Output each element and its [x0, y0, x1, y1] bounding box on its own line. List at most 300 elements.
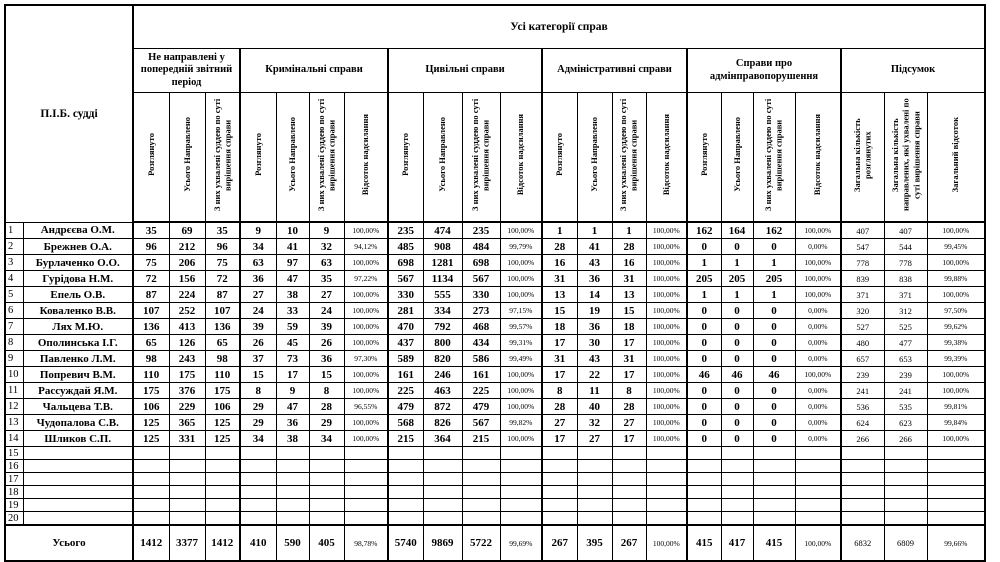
- judge-name-cell: Попревич В.М.: [23, 367, 133, 383]
- percent-cell: 100,00%: [927, 431, 985, 447]
- value-cell: 37: [240, 351, 276, 367]
- percent-cell: [344, 512, 388, 526]
- value-cell: [423, 447, 462, 460]
- value-cell: [753, 499, 795, 512]
- table-row: [5, 351, 985, 367]
- value-cell: 106: [133, 399, 169, 415]
- judge-name-cell: Епель О.В.: [23, 287, 133, 303]
- value-cell: 22: [577, 367, 612, 383]
- value-cell: [423, 473, 462, 486]
- percent-cell: 100,00%: [646, 431, 687, 447]
- value-cell: [753, 447, 795, 460]
- row-number-cell: 8: [5, 335, 23, 351]
- value-cell: 1: [687, 255, 721, 271]
- group-header: Справи про адмінправопорушення: [687, 49, 841, 93]
- table-row: [5, 383, 985, 399]
- value-cell: 246: [423, 367, 462, 383]
- column-header-label: Відсоток надсилання: [812, 113, 823, 196]
- value-cell: 0: [721, 335, 753, 351]
- value-cell: [462, 460, 500, 473]
- percent-cell: [500, 486, 542, 499]
- row-number-cell: 12: [5, 399, 23, 415]
- value-cell: 17: [542, 367, 577, 383]
- value-cell: 225: [388, 383, 423, 399]
- value-cell: [753, 486, 795, 499]
- value-cell: 479: [462, 399, 500, 415]
- percent-cell: [646, 486, 687, 499]
- column-header: [205, 93, 240, 223]
- value-cell: [276, 460, 309, 473]
- value-cell: 334: [423, 303, 462, 319]
- row-number-cell: 9: [5, 351, 23, 367]
- percent-cell: [500, 473, 542, 486]
- percent-cell: 100,00%: [646, 239, 687, 255]
- row-number-cell: 4: [5, 271, 23, 287]
- group-header: Адміністративні справи: [542, 49, 687, 93]
- value-cell: 0: [753, 431, 795, 447]
- column-header-label: Розглянуто: [145, 133, 156, 176]
- table-row: [5, 303, 985, 319]
- value-cell: 330: [462, 287, 500, 303]
- value-cell: 32: [309, 239, 344, 255]
- value-cell: [276, 512, 309, 526]
- value-cell: 36: [577, 271, 612, 287]
- value-cell: 908: [423, 239, 462, 255]
- value-cell: 225: [462, 383, 500, 399]
- value-cell: [169, 460, 205, 473]
- percent-cell: 100,00%: [344, 319, 388, 335]
- value-cell: [388, 447, 423, 460]
- value-cell: 331: [169, 431, 205, 447]
- value-cell: 1: [687, 287, 721, 303]
- value-cell: [542, 447, 577, 460]
- value-cell: 330: [388, 287, 423, 303]
- percent-cell: 100,00%: [646, 319, 687, 335]
- percent-cell: 100,00%: [927, 222, 985, 239]
- value-cell: 34: [309, 431, 344, 447]
- value-cell: 205: [721, 271, 753, 287]
- value-cell: 243: [169, 351, 205, 367]
- value-cell: 205: [753, 271, 795, 287]
- percent-cell: 99,39%: [927, 351, 985, 367]
- value-cell: 43: [577, 351, 612, 367]
- empty-row: [5, 499, 985, 512]
- value-cell: [240, 486, 276, 499]
- percent-cell: 98,78%: [344, 525, 388, 561]
- value-cell: 0: [687, 399, 721, 415]
- value-cell: 36: [240, 271, 276, 287]
- value-cell: 0: [687, 431, 721, 447]
- percent-cell: [927, 512, 985, 526]
- column-header-label: Усього Направлено: [181, 117, 192, 192]
- percent-cell: 100,00%: [344, 222, 388, 239]
- percent-cell: 100,00%: [500, 222, 542, 239]
- value-cell: [841, 499, 884, 512]
- group-header: Не направлені у попередній звітний період: [133, 49, 240, 93]
- percent-cell: 100,00%: [344, 415, 388, 431]
- percent-cell: 100,00%: [927, 367, 985, 383]
- value-cell: [240, 460, 276, 473]
- percent-cell: 100,00%: [344, 335, 388, 351]
- column-header-label: Усього Направлено: [731, 117, 742, 192]
- percent-cell: [500, 460, 542, 473]
- value-cell: 35: [133, 222, 169, 239]
- percent-cell: [795, 512, 841, 526]
- percent-cell: [344, 447, 388, 460]
- percent-cell: [927, 460, 985, 473]
- value-cell: 235: [462, 222, 500, 239]
- judge-name-cell: Шликов С.П.: [23, 431, 133, 447]
- column-header: [133, 93, 169, 223]
- percent-cell: 96,55%: [344, 399, 388, 415]
- table-row: [5, 222, 985, 239]
- value-cell: [612, 512, 646, 526]
- percent-cell: 0,00%: [795, 415, 841, 431]
- value-cell: 485: [388, 239, 423, 255]
- value-cell: 24: [309, 303, 344, 319]
- value-cell: 31: [542, 271, 577, 287]
- value-cell: 778: [884, 255, 927, 271]
- percent-cell: [344, 460, 388, 473]
- value-cell: 567: [462, 271, 500, 287]
- percent-cell: [344, 486, 388, 499]
- value-cell: 13: [542, 287, 577, 303]
- percent-cell: [344, 473, 388, 486]
- value-cell: 484: [462, 239, 500, 255]
- percent-cell: [344, 499, 388, 512]
- value-cell: 589: [388, 351, 423, 367]
- row-number-cell: 15: [5, 447, 23, 460]
- value-cell: 224: [169, 287, 205, 303]
- value-cell: [423, 460, 462, 473]
- value-cell: 698: [388, 255, 423, 271]
- value-cell: 266: [884, 431, 927, 447]
- percent-cell: 99,57%: [500, 319, 542, 335]
- judge-name-cell: Андрєєва О.М.: [23, 222, 133, 239]
- value-cell: 434: [462, 335, 500, 351]
- value-cell: [687, 512, 721, 526]
- value-cell: 13: [612, 287, 646, 303]
- column-header-label: Відсоток надсилання: [515, 113, 526, 196]
- value-cell: 73: [276, 351, 309, 367]
- value-cell: 838: [884, 271, 927, 287]
- judges-report-table: [4, 4, 986, 562]
- value-cell: [133, 473, 169, 486]
- percent-cell: 99,38%: [927, 335, 985, 351]
- percent-cell: 100,00%: [500, 287, 542, 303]
- value-cell: 0: [687, 383, 721, 399]
- value-cell: 27: [542, 415, 577, 431]
- value-cell: 17: [612, 335, 646, 351]
- value-cell: 536: [841, 399, 884, 415]
- percent-cell: 100,00%: [344, 383, 388, 399]
- value-cell: 29: [309, 415, 344, 431]
- value-cell: 0: [687, 335, 721, 351]
- value-cell: 16: [542, 255, 577, 271]
- column-header: [687, 93, 721, 223]
- value-cell: [841, 460, 884, 473]
- value-cell: 820: [423, 351, 462, 367]
- percent-cell: [927, 473, 985, 486]
- value-cell: 1: [753, 287, 795, 303]
- judge-name-cell: Чальцева Т.В.: [23, 399, 133, 415]
- value-cell: [462, 473, 500, 486]
- percent-cell: 100,00%: [646, 287, 687, 303]
- value-cell: 175: [169, 367, 205, 383]
- value-cell: [169, 473, 205, 486]
- column-header: [309, 93, 344, 223]
- value-cell: 38: [276, 431, 309, 447]
- value-cell: 9: [276, 383, 309, 399]
- percent-cell: 97,50%: [927, 303, 985, 319]
- empty-row: [5, 512, 985, 526]
- empty-row: [5, 447, 985, 460]
- value-cell: 415: [753, 525, 795, 561]
- table-row: [5, 367, 985, 383]
- percent-cell: [795, 499, 841, 512]
- percent-cell: [646, 460, 687, 473]
- value-cell: 161: [462, 367, 500, 383]
- row-number-cell: 18: [5, 486, 23, 499]
- value-cell: 0: [721, 319, 753, 335]
- value-cell: 0: [687, 415, 721, 431]
- percent-cell: 0,00%: [795, 431, 841, 447]
- percent-cell: 97,30%: [344, 351, 388, 367]
- value-cell: 16: [612, 255, 646, 271]
- value-cell: [205, 512, 240, 526]
- value-cell: [753, 473, 795, 486]
- percent-cell: 100,00%: [344, 367, 388, 383]
- percent-cell: 99,79%: [500, 239, 542, 255]
- row-number-cell: 20: [5, 512, 23, 526]
- value-cell: 5740: [388, 525, 423, 561]
- table-row: [5, 319, 985, 335]
- value-cell: 161: [388, 367, 423, 383]
- value-cell: 9: [309, 222, 344, 239]
- column-header: [240, 93, 276, 223]
- value-cell: [309, 512, 344, 526]
- column-header: [721, 93, 753, 223]
- percent-cell: 100,00%: [344, 287, 388, 303]
- column-header-label: Розглянуто: [554, 133, 565, 176]
- value-cell: 1: [721, 255, 753, 271]
- value-cell: [133, 499, 169, 512]
- column-header: [500, 93, 542, 223]
- percent-cell: [927, 499, 985, 512]
- percent-cell: [795, 486, 841, 499]
- table-row: [5, 399, 985, 415]
- value-cell: 31: [542, 351, 577, 367]
- value-cell: 46: [721, 367, 753, 383]
- value-cell: [841, 447, 884, 460]
- value-cell: 87: [133, 287, 169, 303]
- value-cell: [884, 460, 927, 473]
- value-cell: 175: [133, 383, 169, 399]
- all-categories-header: Усі категорії справ: [133, 5, 985, 49]
- value-cell: 26: [309, 335, 344, 351]
- value-cell: 371: [841, 287, 884, 303]
- value-cell: 0: [721, 351, 753, 367]
- value-cell: 8: [542, 383, 577, 399]
- value-cell: 241: [841, 383, 884, 399]
- judge-name-cell: Ополинська І.Г.: [23, 335, 133, 351]
- column-header-label: Загальна кількість розглянутих: [852, 117, 873, 192]
- value-cell: [721, 512, 753, 526]
- value-cell: 36: [309, 351, 344, 367]
- value-cell: [884, 447, 927, 460]
- value-cell: [577, 512, 612, 526]
- value-cell: [309, 447, 344, 460]
- value-cell: 252: [169, 303, 205, 319]
- row-number-cell: 19: [5, 499, 23, 512]
- value-cell: [462, 512, 500, 526]
- percent-cell: 99,69%: [500, 525, 542, 561]
- value-cell: [542, 473, 577, 486]
- value-cell: 235: [388, 222, 423, 239]
- value-cell: [841, 486, 884, 499]
- percent-cell: 99,84%: [927, 415, 985, 431]
- row-number-cell: 2: [5, 239, 23, 255]
- judge-name-cell: Брежнев О.А.: [23, 239, 133, 255]
- value-cell: 47: [276, 399, 309, 415]
- percent-cell: 100,00%: [795, 255, 841, 271]
- group-header: Цивільні справи: [388, 49, 542, 93]
- value-cell: [577, 499, 612, 512]
- value-cell: 125: [133, 431, 169, 447]
- value-cell: 41: [577, 239, 612, 255]
- percent-cell: 100,00%: [646, 335, 687, 351]
- value-cell: [612, 447, 646, 460]
- value-cell: 6809: [884, 525, 927, 561]
- value-cell: 205: [687, 271, 721, 287]
- value-cell: 241: [884, 383, 927, 399]
- percent-cell: [795, 447, 841, 460]
- value-cell: 46: [687, 367, 721, 383]
- value-cell: [721, 499, 753, 512]
- percent-cell: 100,00%: [344, 303, 388, 319]
- group-header: Кримінальні справи: [240, 49, 388, 93]
- value-cell: 75: [205, 255, 240, 271]
- value-cell: 34: [240, 431, 276, 447]
- column-header-label: З них ухвалені суддею по суті вирішення справи: [315, 98, 337, 211]
- value-cell: 826: [423, 415, 462, 431]
- value-cell: 63: [240, 255, 276, 271]
- value-cell: 31: [612, 351, 646, 367]
- value-cell: [577, 486, 612, 499]
- percent-cell: 0,00%: [795, 319, 841, 335]
- value-cell: 698: [462, 255, 500, 271]
- report-sheet: [4, 4, 986, 562]
- value-cell: [309, 486, 344, 499]
- judge-name-cell: [23, 512, 133, 526]
- value-cell: 47: [276, 271, 309, 287]
- value-cell: [169, 499, 205, 512]
- value-cell: 281: [388, 303, 423, 319]
- value-cell: 18: [612, 319, 646, 335]
- value-cell: 792: [423, 319, 462, 335]
- value-cell: [205, 447, 240, 460]
- column-header: [646, 93, 687, 223]
- value-cell: [205, 460, 240, 473]
- value-cell: 266: [841, 431, 884, 447]
- value-cell: 567: [388, 271, 423, 287]
- percent-cell: 100,00%: [646, 271, 687, 287]
- value-cell: 175: [205, 383, 240, 399]
- value-cell: [240, 512, 276, 526]
- value-cell: [753, 460, 795, 473]
- value-cell: 63: [309, 255, 344, 271]
- value-cell: 239: [884, 367, 927, 383]
- value-cell: 15: [612, 303, 646, 319]
- value-cell: 0: [753, 239, 795, 255]
- judge-name-cell: Гурідова Н.М.: [23, 271, 133, 287]
- value-cell: 568: [388, 415, 423, 431]
- column-header: [927, 93, 985, 223]
- value-cell: 39: [240, 319, 276, 335]
- value-cell: 97: [276, 255, 309, 271]
- percent-cell: 100,00%: [500, 271, 542, 287]
- judge-name-cell: Бурлаченко О.О.: [23, 255, 133, 271]
- value-cell: 407: [884, 222, 927, 239]
- value-cell: [841, 473, 884, 486]
- column-header-label: З них ухвалені суддею по суті вирішення справи: [470, 98, 491, 211]
- value-cell: 28: [309, 399, 344, 415]
- value-cell: [721, 473, 753, 486]
- column-header-label: З них ухвалені суддею по суті вирішення справи: [618, 98, 639, 211]
- value-cell: [542, 499, 577, 512]
- value-cell: 480: [841, 335, 884, 351]
- percent-cell: 100,00%: [795, 525, 841, 561]
- value-cell: 10: [276, 222, 309, 239]
- value-cell: 405: [309, 525, 344, 561]
- value-cell: 0: [753, 351, 795, 367]
- value-cell: [542, 486, 577, 499]
- value-cell: 125: [205, 431, 240, 447]
- column-header-label: Загальна кількість направлених, які ухвалені по суті вирішення справи: [889, 98, 921, 211]
- percent-cell: 0,00%: [795, 335, 841, 351]
- value-cell: 872: [423, 399, 462, 415]
- value-cell: 29: [240, 399, 276, 415]
- value-cell: 46: [753, 367, 795, 383]
- value-cell: 0: [721, 415, 753, 431]
- value-cell: 69: [169, 222, 205, 239]
- value-cell: 415: [687, 525, 721, 561]
- value-cell: 229: [169, 399, 205, 415]
- table-row: [5, 415, 985, 431]
- value-cell: 474: [423, 222, 462, 239]
- value-cell: [423, 499, 462, 512]
- value-cell: 212: [169, 239, 205, 255]
- value-cell: 75: [133, 255, 169, 271]
- value-cell: 17: [542, 335, 577, 351]
- value-cell: 395: [577, 525, 612, 561]
- value-cell: 40: [577, 399, 612, 415]
- percent-cell: 97,22%: [344, 271, 388, 287]
- value-cell: [309, 460, 344, 473]
- value-cell: 586: [462, 351, 500, 367]
- value-cell: 0: [721, 399, 753, 415]
- value-cell: 98: [205, 351, 240, 367]
- judge-name-cell: Лях М.Ю.: [23, 319, 133, 335]
- value-cell: [240, 473, 276, 486]
- value-cell: 30: [577, 335, 612, 351]
- value-cell: [841, 512, 884, 526]
- value-cell: [388, 499, 423, 512]
- percent-cell: 100,00%: [646, 415, 687, 431]
- value-cell: 87: [205, 287, 240, 303]
- value-cell: [612, 486, 646, 499]
- value-cell: 164: [721, 222, 753, 239]
